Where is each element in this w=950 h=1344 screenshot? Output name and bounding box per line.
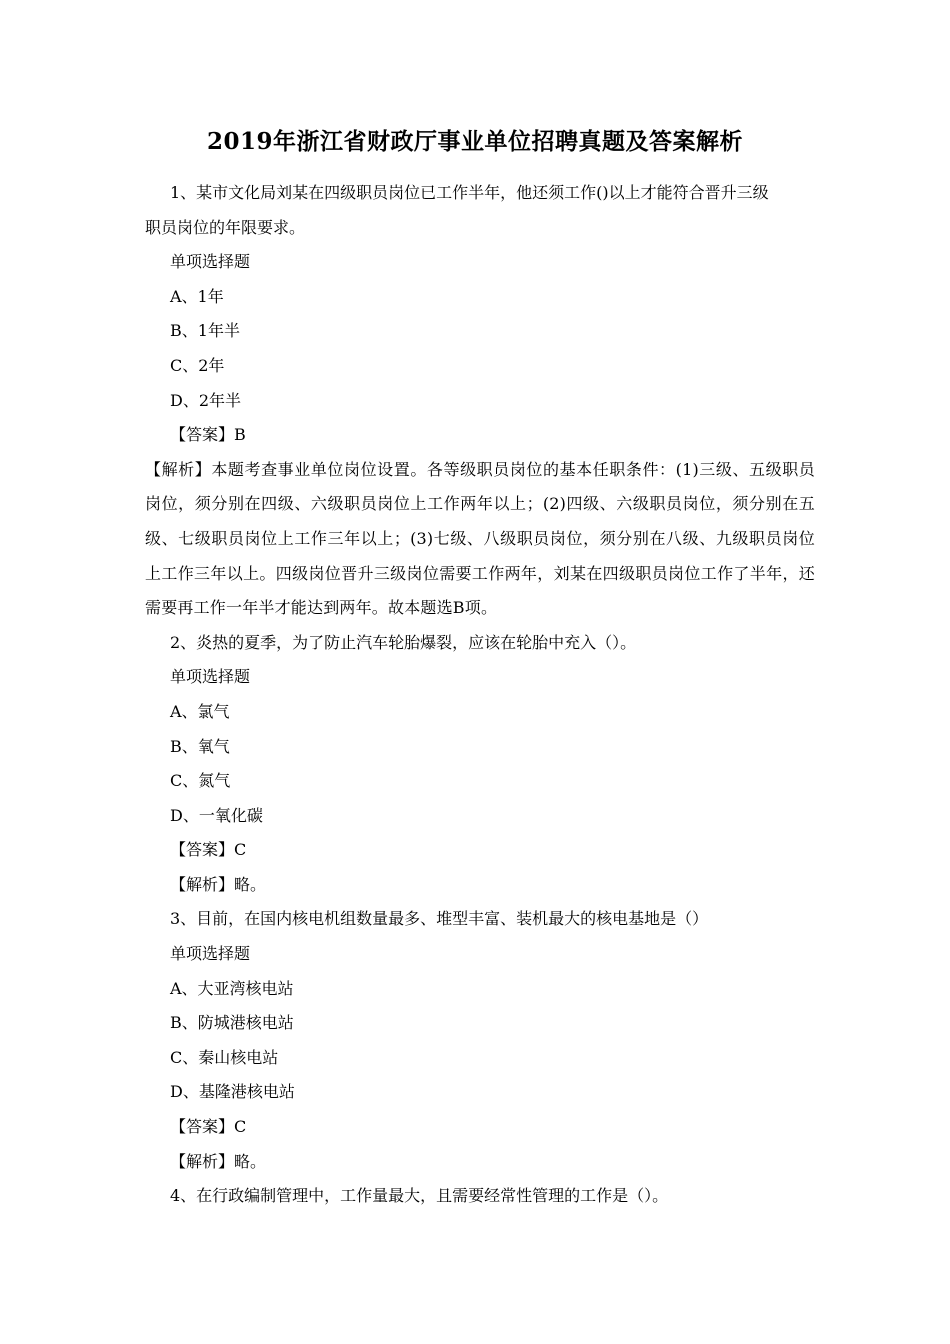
question-2-option-b: B、氧气: [170, 736, 230, 756]
question-1-answer: 【答案】B: [170, 425, 246, 445]
question-1-text-line1: 1、某市文化局刘某在四级职员岗位已工作半年，他还须工作()以上才能符合晋升三级: [170, 183, 769, 202]
question-3-option-c: C、秦山核电站: [170, 1047, 279, 1067]
question-1-option-d: D、2年半: [170, 390, 242, 410]
question-1-option-b: B、1年半: [170, 321, 240, 341]
question-3-option-b: B、防城港核电站: [170, 1013, 294, 1033]
question-2-analysis: 【解析】略。: [170, 874, 267, 894]
question-3-type: 单项选择题: [170, 944, 251, 964]
question-2-type: 单项选择题: [170, 667, 251, 687]
question-2-text: 2、炎热的夏季，为了防止汽车轮胎爆裂，应该在轮胎中充入（）。: [170, 632, 637, 652]
question-1-text-line2: 职员岗位的年限要求。: [145, 217, 306, 237]
question-1-type: 单项选择题: [170, 252, 251, 272]
question-3-option-d: D、基隆港核电站: [170, 1082, 295, 1102]
question-4-text: 4、在行政编制管理中，工作量最大，且需要经常性管理的工作是（）。: [170, 1186, 669, 1206]
question-2-answer: 【答案】C: [170, 840, 247, 860]
question-3-option-a: A、大亚湾核电站: [170, 978, 294, 998]
question-2-option-c: C、氮气: [170, 771, 231, 791]
question-1-option-c: C、2年: [170, 355, 225, 375]
question-2-option-d: D、一氧化碳: [170, 805, 263, 825]
question-3-text: 3、目前，在国内核电机组数量最多、堆型丰富、装机最大的核电基地是（）: [170, 909, 709, 929]
question-2-option-a: A、氯气: [170, 701, 230, 721]
document-title: 2019年浙江省财政厅事业单位招聘真题及答案解析: [206, 128, 743, 155]
question-1-analysis: 【解析】本题考查事业单位岗位设置。各等级职员岗位的基本任职条件：(1)三级、五级职员岗位，须分别在四级、六级职员岗位上工作两年以上；(2)四级、六级职员岗位，须分别在五级、七级职员岗位上工作三年以上；(3)七级、八级职员岗位，须分别在八级、九级职员岗位上工作三年以上。四级岗位晋升三级岗位需要工作两年，刘某在四级职员岗位工作了半年，还需要再工作一年半才能达到两年。故本题选B项。: [145, 459, 815, 618]
question-3-analysis: 【解析】略。: [170, 1151, 267, 1171]
document-body: [145, 176, 815, 1214]
question-3-answer: 【答案】C: [170, 1117, 247, 1137]
question-1-option-a: A、1年: [170, 286, 224, 306]
